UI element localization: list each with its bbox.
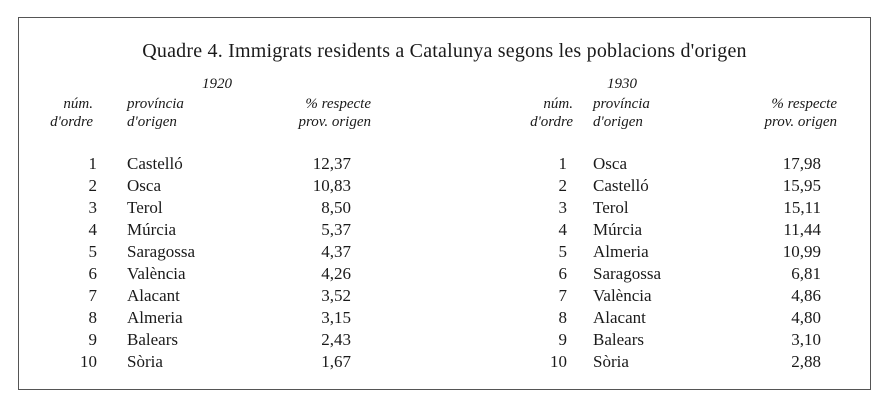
header-province: província d'origen — [127, 96, 184, 130]
header-pct: % respecte prov. origen — [764, 96, 837, 130]
header-province: província d'origen — [593, 96, 650, 130]
header-pct: % respecte prov. origen — [298, 96, 371, 130]
header-num: núm. d'ordre — [50, 96, 93, 130]
table-frame: Quadre 4. Immigrats residents a Catalunya segons les poblacions d'origen 1920 núm. d'ordre província d'origen % respecte prov. origen 1 Castelló 12,37 2 Osca 10,83 3 Terol 8,50 4 Múrcia 5,37 5 Saragossa 4,37 6 València 4,26 7 Alacant 3,52 8 Almeria 3,15 9 Balears 2,43 10 Sòria 1,67 1930 núm. d'ordre província d'origen % respecte prov. origen 1 Osca 17,98 2 Castelló 15,95 3 Terol 15,11 4 Múrcia 11,44 5 Almeria 10,99 6 Saragossa 6,81 7 València 4,86 8 Alacant 4,80 9 Balears 3,10 10 Sòria 2,88 — [18, 17, 871, 390]
year-label: 1930 — [607, 76, 637, 92]
year-label: 1920 — [202, 76, 232, 92]
header-num: núm. d'ordre — [530, 96, 573, 130]
table-title: Quadre 4. Immigrats residents a Catalunya segons les poblacions d'origen — [142, 40, 747, 62]
